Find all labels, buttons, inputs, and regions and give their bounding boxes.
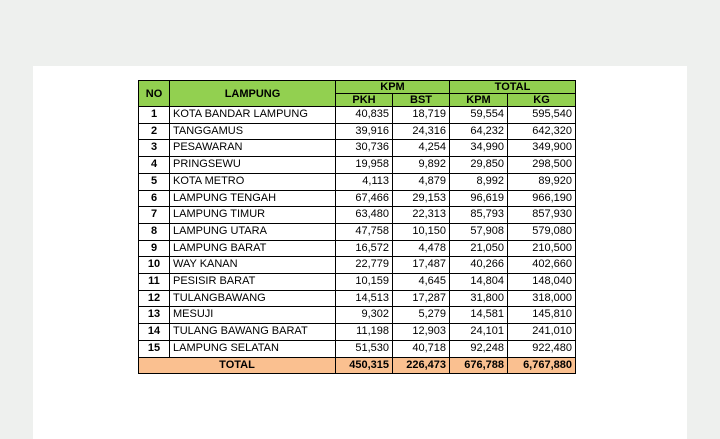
cell-no: 13 [139, 307, 170, 324]
cell-kg: 89,920 [508, 173, 576, 190]
cell-region: KOTA BANDAR LAMPUNG [170, 107, 336, 124]
header-pkh: PKH [336, 94, 393, 107]
cell-pkh: 51,530 [336, 340, 393, 357]
cell-pkh: 16,572 [336, 240, 393, 257]
cell-bst: 4,645 [393, 274, 450, 291]
cell-region: LAMPUNG SELATAN [170, 340, 336, 357]
cell-no: 1 [139, 107, 170, 124]
table-row [139, 157, 576, 174]
cell-region: TULANG BAWANG BARAT [170, 324, 336, 341]
cell-pkh: 63,480 [336, 207, 393, 224]
cell-no: 10 [139, 257, 170, 274]
cell-kg: 402,660 [508, 257, 576, 274]
cell-no: 7 [139, 207, 170, 224]
cell-pkh: 19,958 [336, 157, 393, 174]
cell-pkh: 40,835 [336, 107, 393, 124]
header-row-top [139, 81, 576, 94]
total-bst: 226,473 [393, 357, 450, 374]
cell-kpm: 31,800 [450, 290, 508, 307]
table-row [139, 140, 576, 157]
distribution-table [138, 80, 576, 374]
table-row [139, 307, 576, 324]
header-region: LAMPUNG [170, 81, 336, 107]
header-group-kpm: KPM [336, 81, 450, 94]
table-row [139, 340, 576, 357]
cell-no: 5 [139, 173, 170, 190]
cell-kg: 210,500 [508, 240, 576, 257]
cell-kpm: 24,101 [450, 324, 508, 341]
cell-pkh: 10,159 [336, 274, 393, 291]
header-group-total: TOTAL [450, 81, 576, 94]
cell-region: LAMPUNG TIMUR [170, 207, 336, 224]
table-row [139, 240, 576, 257]
cell-kg: 241,010 [508, 324, 576, 341]
cell-kg: 145,810 [508, 307, 576, 324]
table-body [139, 107, 576, 358]
cell-region: WAY KANAN [170, 257, 336, 274]
table-row [139, 123, 576, 140]
cell-kpm: 96,619 [450, 190, 508, 207]
cell-bst: 4,478 [393, 240, 450, 257]
cell-kg: 642,320 [508, 123, 576, 140]
cell-region: LAMPUNG BARAT [170, 240, 336, 257]
cell-pkh: 4,113 [336, 173, 393, 190]
cell-pkh: 47,758 [336, 223, 393, 240]
cell-kpm: 57,908 [450, 223, 508, 240]
cell-region: KOTA METRO [170, 173, 336, 190]
cell-bst: 12,903 [393, 324, 450, 341]
cell-region: PRINGSEWU [170, 157, 336, 174]
cell-pkh: 30,736 [336, 140, 393, 157]
table-row [139, 290, 576, 307]
cell-kg: 857,930 [508, 207, 576, 224]
cell-bst: 17,287 [393, 290, 450, 307]
header-bst: BST [393, 94, 450, 107]
cell-bst: 5,279 [393, 307, 450, 324]
total-kpm: 676,788 [450, 357, 508, 374]
cell-bst: 40,718 [393, 340, 450, 357]
total-row [139, 357, 576, 374]
total-pkh: 450,315 [336, 357, 393, 374]
cell-bst: 17,487 [393, 257, 450, 274]
cell-region: LAMPUNG TENGAH [170, 190, 336, 207]
table-row [139, 274, 576, 291]
cell-kpm: 8,992 [450, 173, 508, 190]
cell-pkh: 22,779 [336, 257, 393, 274]
cell-bst: 24,316 [393, 123, 450, 140]
cell-kg: 148,040 [508, 274, 576, 291]
cell-no: 15 [139, 340, 170, 357]
cell-kpm: 34,990 [450, 140, 508, 157]
cell-kg: 579,080 [508, 223, 576, 240]
cell-kpm: 92,248 [450, 340, 508, 357]
cell-region: TULANGBAWANG [170, 290, 336, 307]
cell-no: 4 [139, 157, 170, 174]
cell-kg: 298,500 [508, 157, 576, 174]
table-row [139, 223, 576, 240]
cell-kg: 595,540 [508, 107, 576, 124]
cell-bst: 10,150 [393, 223, 450, 240]
cell-region: PESISIR BARAT [170, 274, 336, 291]
cell-kg: 922,480 [508, 340, 576, 357]
cell-no: 9 [139, 240, 170, 257]
cell-kg: 966,190 [508, 190, 576, 207]
cell-kpm: 85,793 [450, 207, 508, 224]
cell-no: 6 [139, 190, 170, 207]
total-kg: 6,767,880 [508, 357, 576, 374]
cell-kg: 318,000 [508, 290, 576, 307]
cell-kpm: 40,266 [450, 257, 508, 274]
cell-kpm: 64,232 [450, 123, 508, 140]
cell-no: 8 [139, 223, 170, 240]
cell-kpm: 29,850 [450, 157, 508, 174]
header-no: NO [139, 81, 170, 107]
cell-bst: 22,313 [393, 207, 450, 224]
header-kpm: KPM [450, 94, 508, 107]
cell-bst: 4,879 [393, 173, 450, 190]
cell-region: MESUJI [170, 307, 336, 324]
cell-no: 3 [139, 140, 170, 157]
table-row [139, 107, 576, 124]
table-row [139, 207, 576, 224]
cell-no: 12 [139, 290, 170, 307]
cell-bst: 29,153 [393, 190, 450, 207]
cell-bst: 4,254 [393, 140, 450, 157]
cell-kpm: 59,554 [450, 107, 508, 124]
cell-bst: 9,892 [393, 157, 450, 174]
cell-region: TANGGAMUS [170, 123, 336, 140]
cell-pkh: 9,302 [336, 307, 393, 324]
table-row [139, 173, 576, 190]
cell-no: 2 [139, 123, 170, 140]
cell-kpm: 14,581 [450, 307, 508, 324]
cell-pkh: 11,198 [336, 324, 393, 341]
table-row [139, 324, 576, 341]
total-label: TOTAL [139, 357, 336, 374]
cell-no: 14 [139, 324, 170, 341]
cell-region: LAMPUNG UTARA [170, 223, 336, 240]
cell-kpm: 14,804 [450, 274, 508, 291]
header-kg: KG [508, 94, 576, 107]
cell-pkh: 14,513 [336, 290, 393, 307]
cell-bst: 18,719 [393, 107, 450, 124]
cell-pkh: 67,466 [336, 190, 393, 207]
table-row [139, 190, 576, 207]
cell-kg: 349,900 [508, 140, 576, 157]
cell-region: PESAWARAN [170, 140, 336, 157]
document-page [33, 66, 687, 439]
cell-no: 11 [139, 274, 170, 291]
cell-kpm: 21,050 [450, 240, 508, 257]
table-row [139, 257, 576, 274]
cell-pkh: 39,916 [336, 123, 393, 140]
